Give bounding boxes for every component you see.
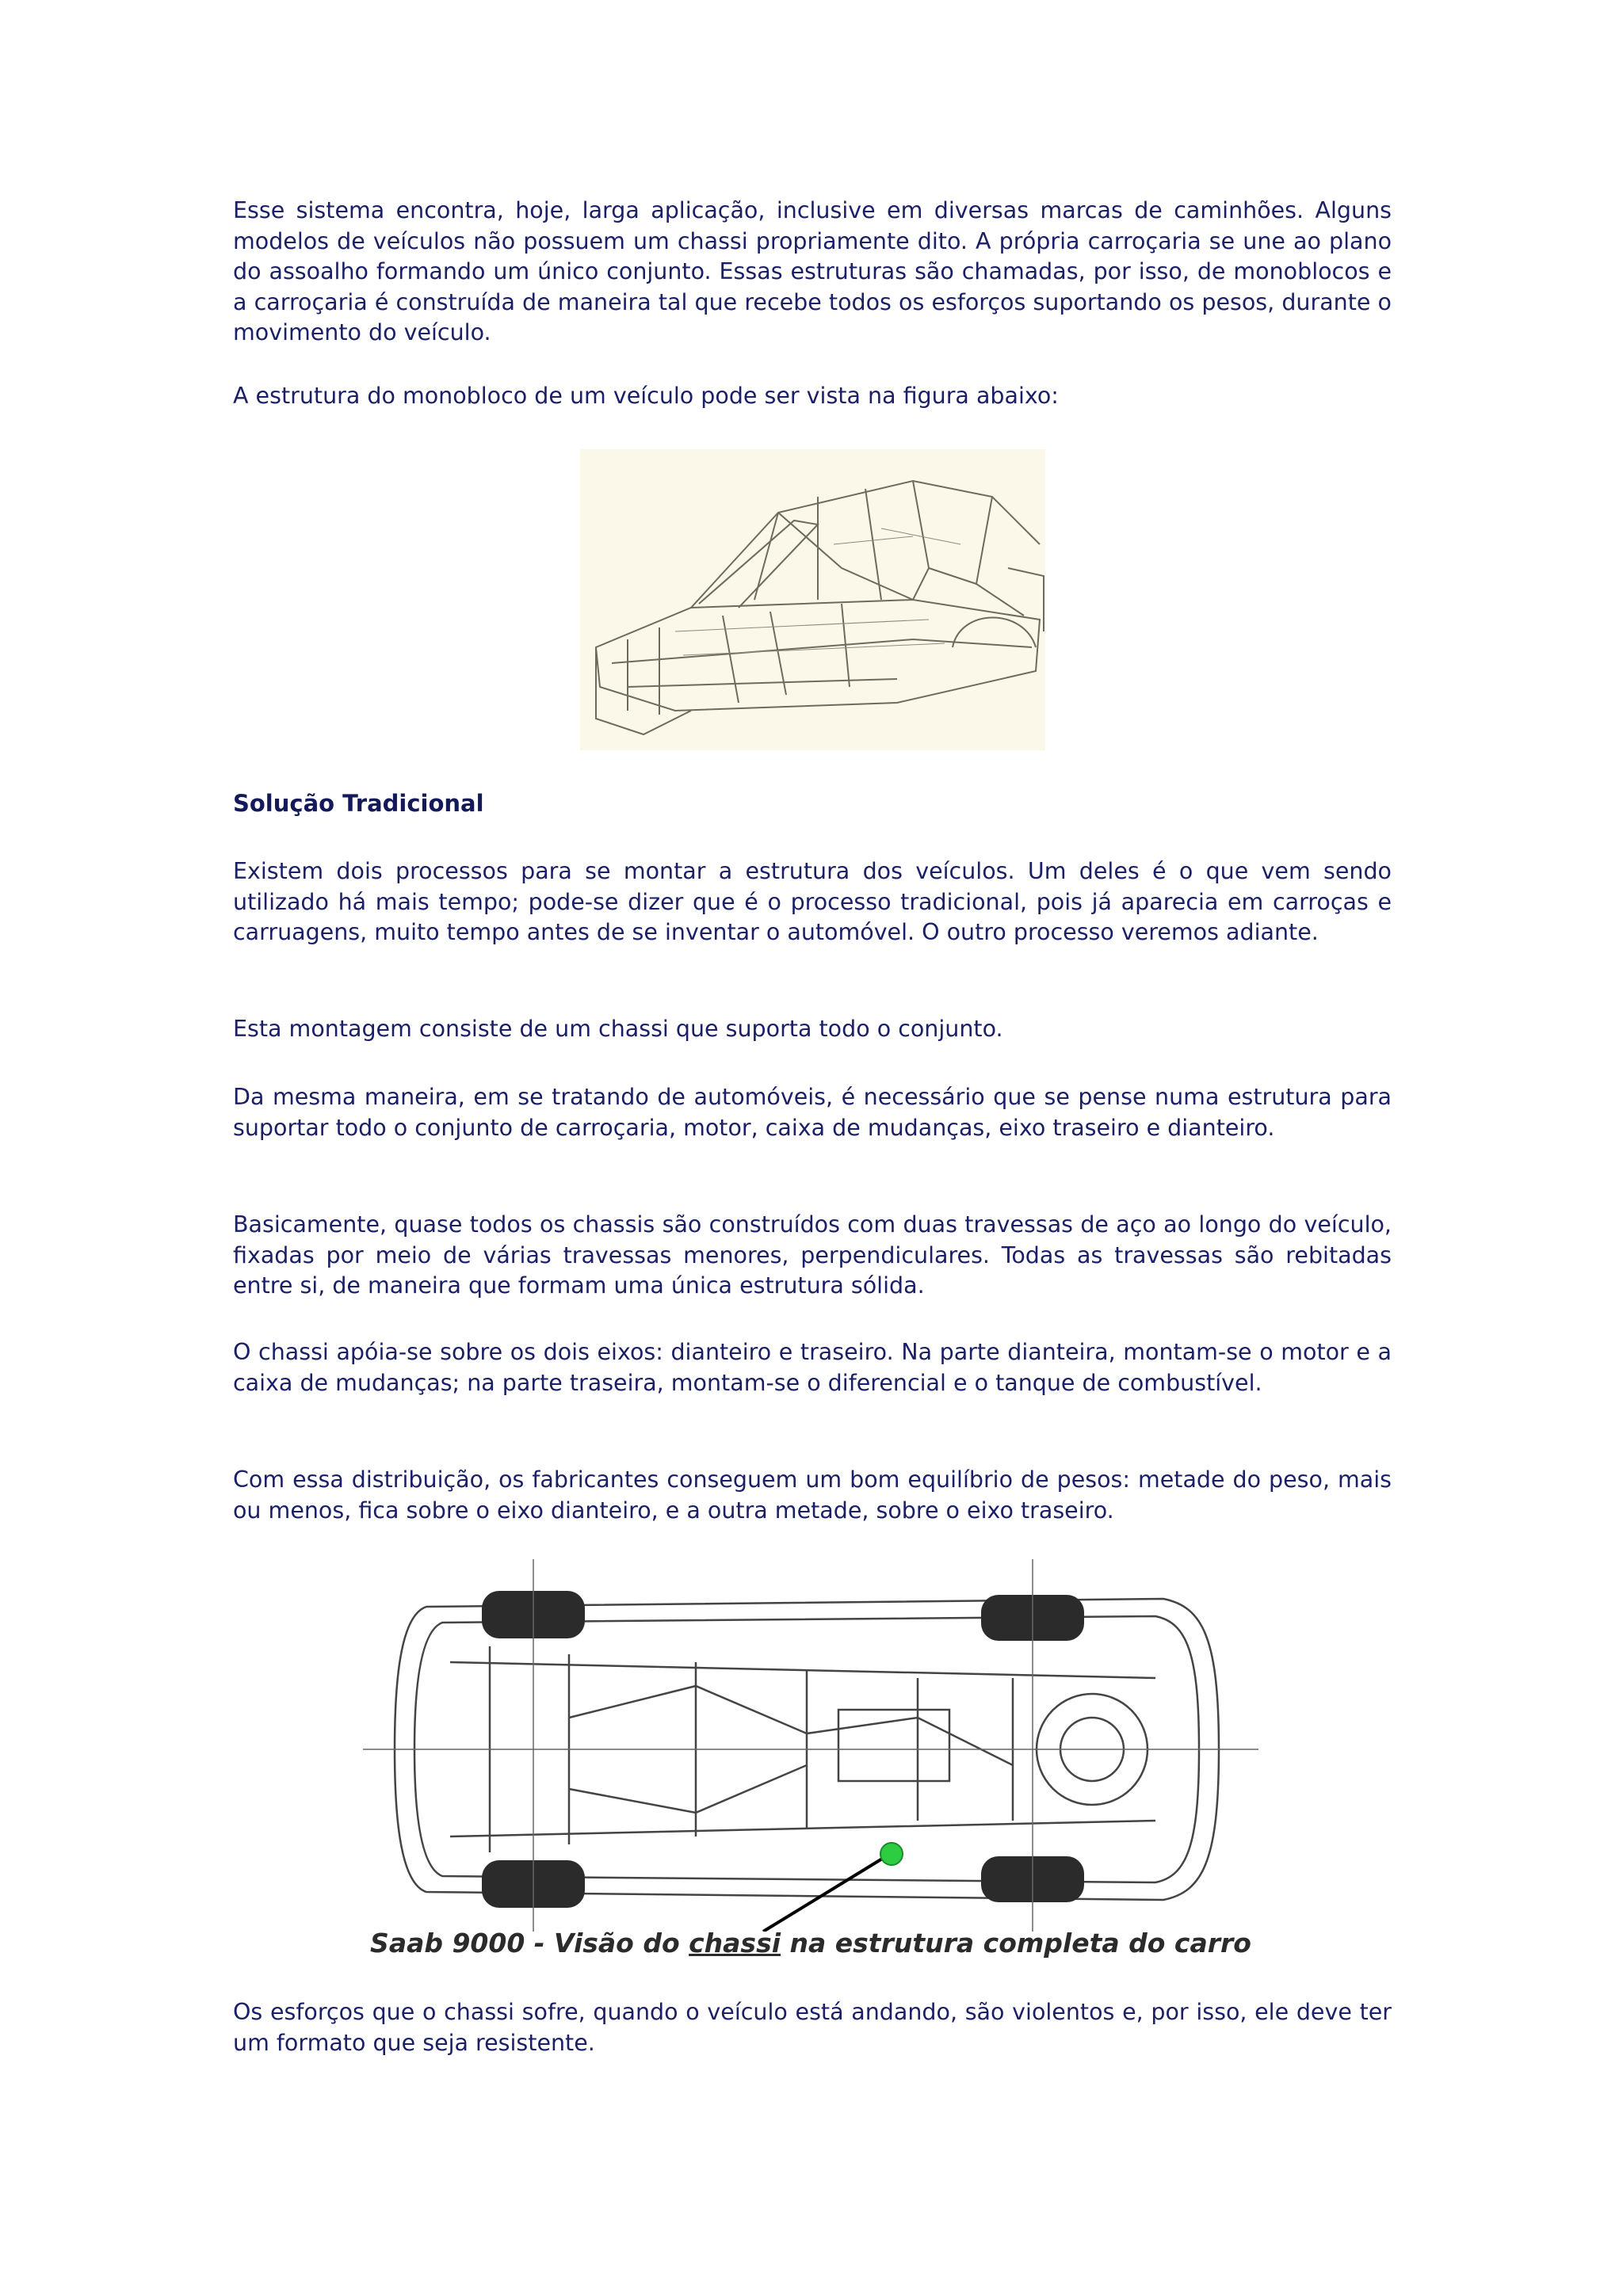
chassis-marker	[880, 1843, 903, 1865]
paragraph-figure-intro: A estrutura do monobloco de um veículo pode ser vista na figura abaixo:	[233, 383, 1059, 409]
monobloco-structure-figure	[580, 449, 1045, 750]
paragraph-axles: O chassi apóia-se sobre os dois eixos: dianteiro e traseiro. Na parte dianteira, montam-se o motor e a caixa de mudanças; na parte traseira, montam-se o diferencial e o tanque de combustível.	[233, 1339, 1392, 1396]
paragraph-structure: Da mesma maneira, em se tratando de automóveis, é necessário que se pense numa estrutura para suportar todo o conjunto de carroçaria, motor, caixa de mudanças, eixo traseiro e dianteiro.	[233, 1084, 1392, 1141]
caption-suffix: na estrutura completa do carro	[781, 1928, 1251, 1958]
paragraph-chassis-beams: Basicamente, quase todos os chassis são construídos com duas travessas de aço ao longo do veículo, fixadas por meio de várias travessas menores, perpendiculares. Todas as travessas são rebitadas entre si, de maneira que formam uma única estrutura sólida.	[233, 1211, 1392, 1299]
paragraph-stress: Os esforços que o chassi sofre, quando o veículo está andando, são violentos e, por isso, ele deve ter um formato que seja resistente.	[233, 1999, 1392, 2056]
paragraph-two-processes: Existem dois processos para se montar a estrutura dos veículos. Um deles é o que vem sendo utilizado há mais tempo; pode-se dizer que é o processo tradicional, pois já aparecia em carroças e carruagens, muito tempo antes de se inventar o automóvel. O outro processo veremos adiante.	[233, 858, 1392, 945]
paragraph-assembly: Esta montagem consiste de um chassi que suporta todo o conjunto.	[233, 1016, 1003, 1042]
caption-prefix: Saab 9000 - Visão do	[370, 1928, 689, 1958]
caption-chassis-link: chassi	[689, 1928, 781, 1958]
saab-chassis-figure	[363, 1559, 1258, 1965]
paragraph-weight-balance: Com essa distribuição, os fabricantes conseguem um bom equilíbrio de pesos: metade do peso, mais ou menos, fica sobre o eixo dianteiro, e a outra metade, sobre o eixo traseiro.	[233, 1466, 1392, 1524]
figure-caption	[363, 1928, 1258, 1958]
section-heading: Solução Tradicional	[233, 790, 484, 817]
paragraph-monobloco-intro: Esse sistema encontra, hoje, larga aplicação, inclusive em diversas marcas de caminhões. Alguns modelos de veículos não possuem um chassi propriamente dito. A própria carroçaria se une ao plano do assoalho formando um único conjunto. Essas estruturas são chamadas, por isso, de monoblocos e a carroçaria é construída de maneira tal que recebe todos os esforços suportando os pesos, durante o movimento do veículo.	[233, 197, 1392, 345]
